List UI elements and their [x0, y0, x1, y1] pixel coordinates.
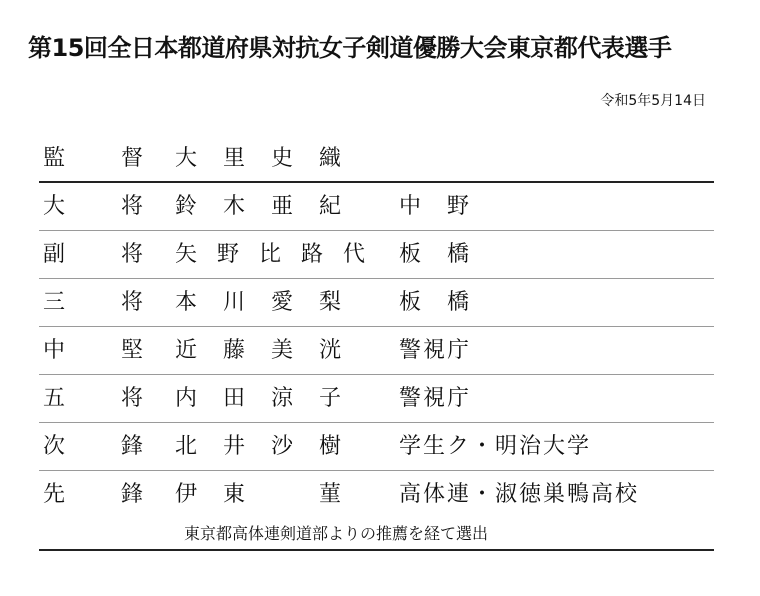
- player-name: 内田涼子: [175, 386, 368, 411]
- player-name: 近藤美洸: [175, 338, 368, 363]
- player-affiliation: 学生ク・明治大学: [399, 434, 592, 459]
- player-name: 本川愛梨: [175, 290, 368, 315]
- position-second: 堅: [121, 338, 144, 363]
- position-first: 五: [43, 386, 66, 411]
- player-row: [39, 279, 714, 327]
- position-second: 将: [121, 386, 144, 411]
- player-affiliation: 高体連・淑徳巣鴨高校: [399, 482, 640, 507]
- position-first: 中: [43, 338, 66, 363]
- player-row: [39, 183, 714, 231]
- player-row: [39, 471, 714, 519]
- player-row: [39, 231, 714, 279]
- position-first: 大: [43, 194, 66, 219]
- bottom-divider: [39, 549, 714, 551]
- player-affiliation: 板橋: [399, 290, 496, 315]
- position-second: 鋒: [121, 482, 144, 507]
- selection-footnote: 東京都高体連剣道部よりの推薦を経て選出: [184, 524, 489, 543]
- player-affiliation: 板橋: [399, 242, 496, 267]
- coach-name: 大里史織: [175, 146, 368, 171]
- page-title: 第15回全日本都道府県対抗女子剣道優勝大会東京都代表選手: [28, 34, 672, 62]
- coach-row: [39, 135, 714, 183]
- position-second: 将: [121, 194, 144, 219]
- player-affiliation: 警視庁: [399, 338, 472, 363]
- coach-role-first: 監: [43, 146, 66, 171]
- player-name: 矢野比路代: [175, 242, 386, 267]
- player-affiliation: 中野: [399, 194, 496, 219]
- position-second: 鋒: [121, 434, 144, 459]
- position-first: 三: [43, 290, 66, 315]
- player-affiliation: 警視庁: [399, 386, 472, 411]
- position-second: 将: [121, 242, 144, 267]
- player-row: [39, 327, 714, 375]
- date-line: 令和5年5月14日: [600, 93, 706, 109]
- position-second: 将: [121, 290, 144, 315]
- position-first: 副: [43, 242, 66, 267]
- position-first: 次: [43, 434, 66, 459]
- coach-role-second: 督: [121, 146, 144, 171]
- player-row: [39, 375, 714, 423]
- player-name: 伊東 菫: [175, 482, 368, 507]
- player-name: 鈴木亜紀: [175, 194, 368, 219]
- position-first: 先: [43, 482, 66, 507]
- player-name: 北井沙樹: [175, 434, 368, 459]
- roster-table: [39, 135, 714, 519]
- player-row: [39, 423, 714, 471]
